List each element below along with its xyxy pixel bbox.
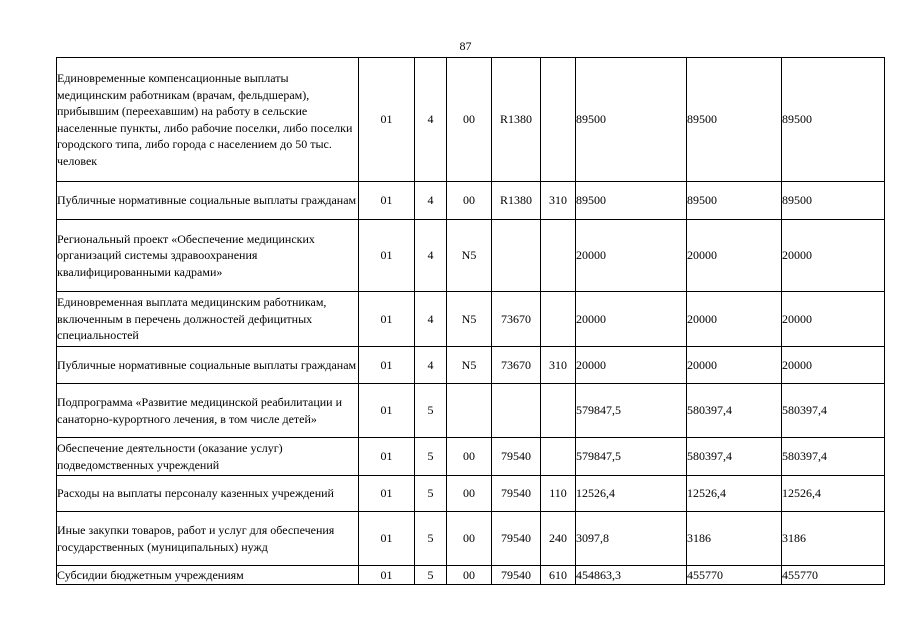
event-code: 00 — [447, 438, 492, 476]
program-code: 01 — [359, 384, 415, 438]
row-description: Региональный проект «Обеспечение медицинских организаций системы здравоохранения квалифицированными кадрами» — [57, 220, 359, 292]
amount-year-3: 89500 — [782, 58, 885, 182]
amount-year-2: 455770 — [687, 566, 782, 585]
subprogram-code: 4 — [415, 58, 447, 182]
program-code: 01 — [359, 512, 415, 566]
table-row — [57, 384, 885, 438]
event-code: N5 — [447, 220, 492, 292]
amount-year-3: 20000 — [782, 292, 885, 347]
row-description: Расходы на выплаты персоналу казенных учреждений — [57, 476, 359, 512]
table-row — [57, 58, 885, 182]
event-code: 00 — [447, 566, 492, 585]
amount-year-3: 20000 — [782, 347, 885, 384]
program-code: 01 — [359, 347, 415, 384]
row-description: Единовременная выплата медицинским работникам, включенным в перечень должностей дефицитных специальностей — [57, 292, 359, 347]
table-row — [57, 566, 885, 585]
amount-year-1: 579847,5 — [576, 438, 687, 476]
row-description: Обеспечение деятельности (оказание услуг) подведомственных учреждений — [57, 438, 359, 476]
direction-code: 79540 — [492, 476, 541, 512]
expense-type-code: 310 — [541, 182, 576, 220]
subprogram-code: 4 — [415, 182, 447, 220]
amount-year-3: 580397,4 — [782, 438, 885, 476]
amount-year-2: 20000 — [687, 347, 782, 384]
direction-code — [492, 220, 541, 292]
table-row — [57, 347, 885, 384]
program-code: 01 — [359, 220, 415, 292]
subprogram-code: 5 — [415, 438, 447, 476]
amount-year-3: 580397,4 — [782, 384, 885, 438]
amount-year-3: 89500 — [782, 182, 885, 220]
amount-year-1: 20000 — [576, 347, 687, 384]
amount-year-1: 89500 — [576, 182, 687, 220]
row-description: Публичные нормативные социальные выплаты гражданам — [57, 347, 359, 384]
amount-year-2: 20000 — [687, 292, 782, 347]
amount-year-2: 20000 — [687, 220, 782, 292]
amount-year-2: 580397,4 — [687, 438, 782, 476]
expense-type-code: 240 — [541, 512, 576, 566]
event-code: N5 — [447, 292, 492, 347]
subprogram-code: 5 — [415, 384, 447, 438]
amount-year-3: 455770 — [782, 566, 885, 585]
subprogram-code: 5 — [415, 566, 447, 585]
amount-year-2: 580397,4 — [687, 384, 782, 438]
program-code: 01 — [359, 292, 415, 347]
amount-year-3: 20000 — [782, 220, 885, 292]
expense-type-code — [541, 58, 576, 182]
program-code: 01 — [359, 58, 415, 182]
direction-code: 79540 — [492, 438, 541, 476]
table-row — [57, 512, 885, 566]
amount-year-2: 3186 — [687, 512, 782, 566]
program-code: 01 — [359, 182, 415, 220]
direction-code: 73670 — [492, 292, 541, 347]
amount-year-1: 3097,8 — [576, 512, 687, 566]
event-code: 00 — [447, 182, 492, 220]
event-code: 00 — [447, 512, 492, 566]
direction-code: R1380 — [492, 182, 541, 220]
program-code: 01 — [359, 476, 415, 512]
subprogram-code: 5 — [415, 476, 447, 512]
expense-type-code: 310 — [541, 347, 576, 384]
direction-code: 79540 — [492, 512, 541, 566]
event-code: 00 — [447, 476, 492, 512]
row-description: Подпрограмма «Развитие медицинской реабилитации и санаторно-курортного лечения, в том числе детей» — [57, 384, 359, 438]
table-row — [57, 476, 885, 512]
expense-type-code: 110 — [541, 476, 576, 512]
amount-year-3: 12526,4 — [782, 476, 885, 512]
amount-year-2: 12526,4 — [687, 476, 782, 512]
amount-year-2: 89500 — [687, 58, 782, 182]
event-code: 00 — [447, 58, 492, 182]
amount-year-1: 20000 — [576, 220, 687, 292]
expense-type-code — [541, 384, 576, 438]
row-description: Публичные нормативные социальные выплаты гражданам — [57, 182, 359, 220]
amount-year-2: 89500 — [687, 182, 782, 220]
amount-year-3: 3186 — [782, 512, 885, 566]
amount-year-1: 89500 — [576, 58, 687, 182]
table-row — [57, 182, 885, 220]
event-code: N5 — [447, 347, 492, 384]
direction-code — [492, 384, 541, 438]
direction-code: 79540 — [492, 566, 541, 585]
program-code: 01 — [359, 566, 415, 585]
expense-type-code: 610 — [541, 566, 576, 585]
subprogram-code: 4 — [415, 347, 447, 384]
page-number: 87 — [459, 39, 472, 53]
expense-type-code — [541, 438, 576, 476]
row-description: Субсидии бюджетным учреждениям — [57, 566, 359, 585]
budget-table — [56, 57, 885, 585]
direction-code: R1380 — [492, 58, 541, 182]
event-code — [447, 384, 492, 438]
row-description: Иные закупки товаров, работ и услуг для обеспечения государственных (муниципальных) нужд — [57, 512, 359, 566]
amount-year-1: 12526,4 — [576, 476, 687, 512]
table-row — [57, 292, 885, 347]
expense-type-code — [541, 292, 576, 347]
table-row — [57, 438, 885, 476]
subprogram-code: 5 — [415, 512, 447, 566]
amount-year-1: 579847,5 — [576, 384, 687, 438]
amount-year-1: 454863,3 — [576, 566, 687, 585]
amount-year-1: 20000 — [576, 292, 687, 347]
subprogram-code: 4 — [415, 220, 447, 292]
direction-code: 73670 — [492, 347, 541, 384]
subprogram-code: 4 — [415, 292, 447, 347]
row-description: Единовременные компенсационные выплаты медицинским работникам (врачам, фельдшерам), прибывшим (переехавшим) на работу в сельские населенные пункты, либо рабочие поселки, либо поселки городского типа, либо города с населением до 50 тыс. человек — [57, 58, 359, 182]
expense-type-code — [541, 220, 576, 292]
program-code: 01 — [359, 438, 415, 476]
table-row — [57, 220, 885, 292]
